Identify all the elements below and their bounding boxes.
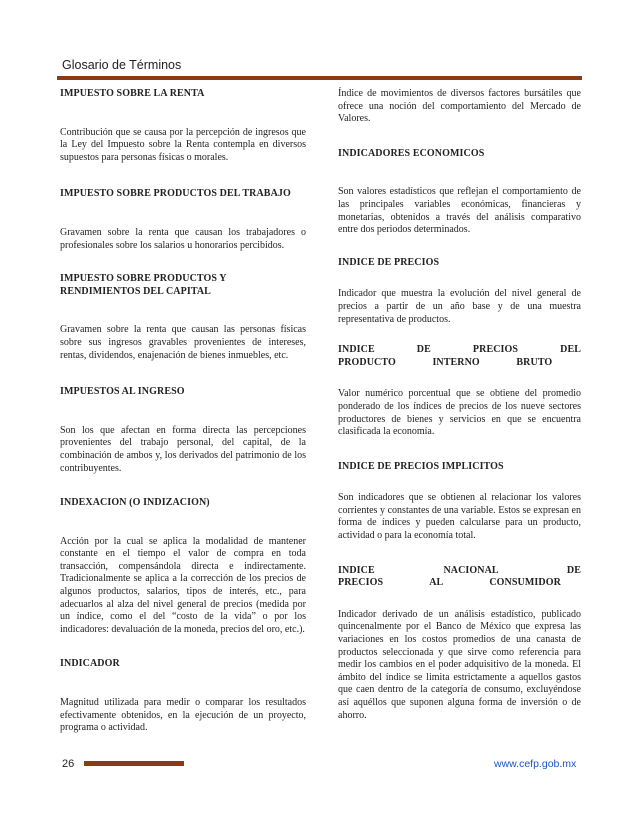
glossary-term: INDICADOR (60, 658, 120, 670)
glossary-term: IMPUESTO SOBRE PRODUCTOS Y RENDIMIENTOS DEL CAPITAL (60, 273, 227, 297)
page-number: 26 (62, 758, 75, 770)
glossary-term: INDICE DE PRECIOS (338, 256, 440, 268)
glossary-term: INDICE NACIONAL DE PRECIOS AL CONSUMIDOR (338, 564, 581, 589)
glossary-definition: Magnitud utilizada para medir o comparar los resultados efectivamente obtenidos, en la ejecución de un proyecto, programa o actividad. (60, 697, 306, 734)
glossary-definition: Son indicadores que se obtienen al relacionar los valores corrientes y constantes de una variable. Estos se expresan en forma de índices y pueden calcularse para un producto, actividad o para la economía total. (338, 492, 581, 542)
glossary-term: INDICE DE PRECIOS IMPLICITOS (338, 460, 504, 472)
glossary-term: IMPUESTOS AL INGRESO (60, 386, 185, 398)
glossary-entry (60, 88, 306, 164)
glossary-definition: Son valores estadísticos que reflejan el comportamiento de las principales variables económicas, financieras y monetarias, obtenidos a través del análisis comparativo entre dos periodos determinados. (338, 186, 581, 236)
glossary-term: INDEXACION (O INDIZACION) (60, 497, 210, 509)
header-rule (57, 76, 582, 80)
page-header-title: Glosario de Términos (62, 58, 182, 72)
footer-bar (84, 761, 184, 766)
glossary-entry (338, 148, 581, 237)
glossary-definition: Son los que afectan en forma directa las percepciones provenientes del trabajo personal, del capital, de la combinación de ambos y, los derivados del patrimonio de los contribuyentes. (60, 424, 306, 474)
glossary-definition: Valor numérico porcentual que se obtiene del promedio ponderado de los índices de precios de los nueve sectores productores de bienes y servicios en que se encuentra clasificada la economía. (338, 388, 581, 438)
glossary-entry (60, 188, 306, 252)
right-column (338, 88, 581, 722)
continued-definition: Índice de movimientos de diversos factores bursátiles que ofrece una noción del comportamiento del Mercado de Valores. (338, 88, 581, 125)
glossary-entry (60, 386, 306, 475)
glossary-term: IMPUESTO SOBRE PRODUCTOS DEL TRABAJO (60, 188, 291, 200)
glossary-definition: Indicador que muestra la evolución del nivel general de precios a partir de un año base y de una muestra representativa de productos. (338, 288, 581, 325)
glossary-definition: Contribución que se causa por la percepción de ingresos que la Ley del Impuesto sobre la Renta contempla en diversos supuestos para personas físicas o morales. (60, 126, 306, 163)
glossary-entry (338, 257, 581, 326)
glossary-entry (338, 461, 581, 543)
glossary-entry (60, 273, 306, 362)
glossary-definition: Acción por la cual se aplica la modalidad de mantener constante en el tiempo el valor de compra en toda transacción, compensándola directa e indirectamente. Tradicionalmente se aplica a la corrección de los precios de algunos productos, salarios, tipos de interés, etc., para adecuarlos al alza del nivel general de precios (medida por un índice, como el del “costo de la vida” o por los indicadores: devaluación de la moneda, precios del oro, etc.). (60, 535, 306, 635)
glossary-term: IMPUESTO SOBRE LA RENTA (60, 88, 205, 99)
glossary-definition: Gravamen sobre la renta que causan las personas físicas sobre sus ingresos gravables provenientes de intereses, rentas, dividendos, enajenación de bienes inmuebles, etc. (60, 324, 306, 361)
glossary-entry (60, 497, 306, 636)
glossary-term: INDICADORES ECONOMICOS (338, 147, 485, 159)
left-column (60, 88, 306, 735)
glossary-entry (60, 658, 306, 734)
footer-website-link[interactable]: www.cefp.gob.mx (494, 758, 577, 770)
glossary-term: INDICE DE PRECIOS DEL PRODUCTO INTERNO BRUTO (338, 344, 581, 368)
glossary-definition: Gravamen sobre la renta que causan los trabajadores o profesionales sobre los salarios u honorarios percibidos. (60, 226, 306, 251)
glossary-entry (338, 565, 581, 723)
glossary-definition: Indicador derivado de un análisis estadístico, publicado quincenalmente por el Banco de México que expresa las variaciones en los costos promedios de una canasta de productos seleccionada y que sirve como referencia para medir los cambios en el poder adquisitivo de la moneda. El ámbito del índice se limita estrictamente a aquellos gastos que caen dentro de la categoría de consumo, excluyéndose así aquéllos que suponen alguna forma de inversión o de ahorro. (338, 608, 581, 721)
glossary-entry (338, 344, 581, 439)
